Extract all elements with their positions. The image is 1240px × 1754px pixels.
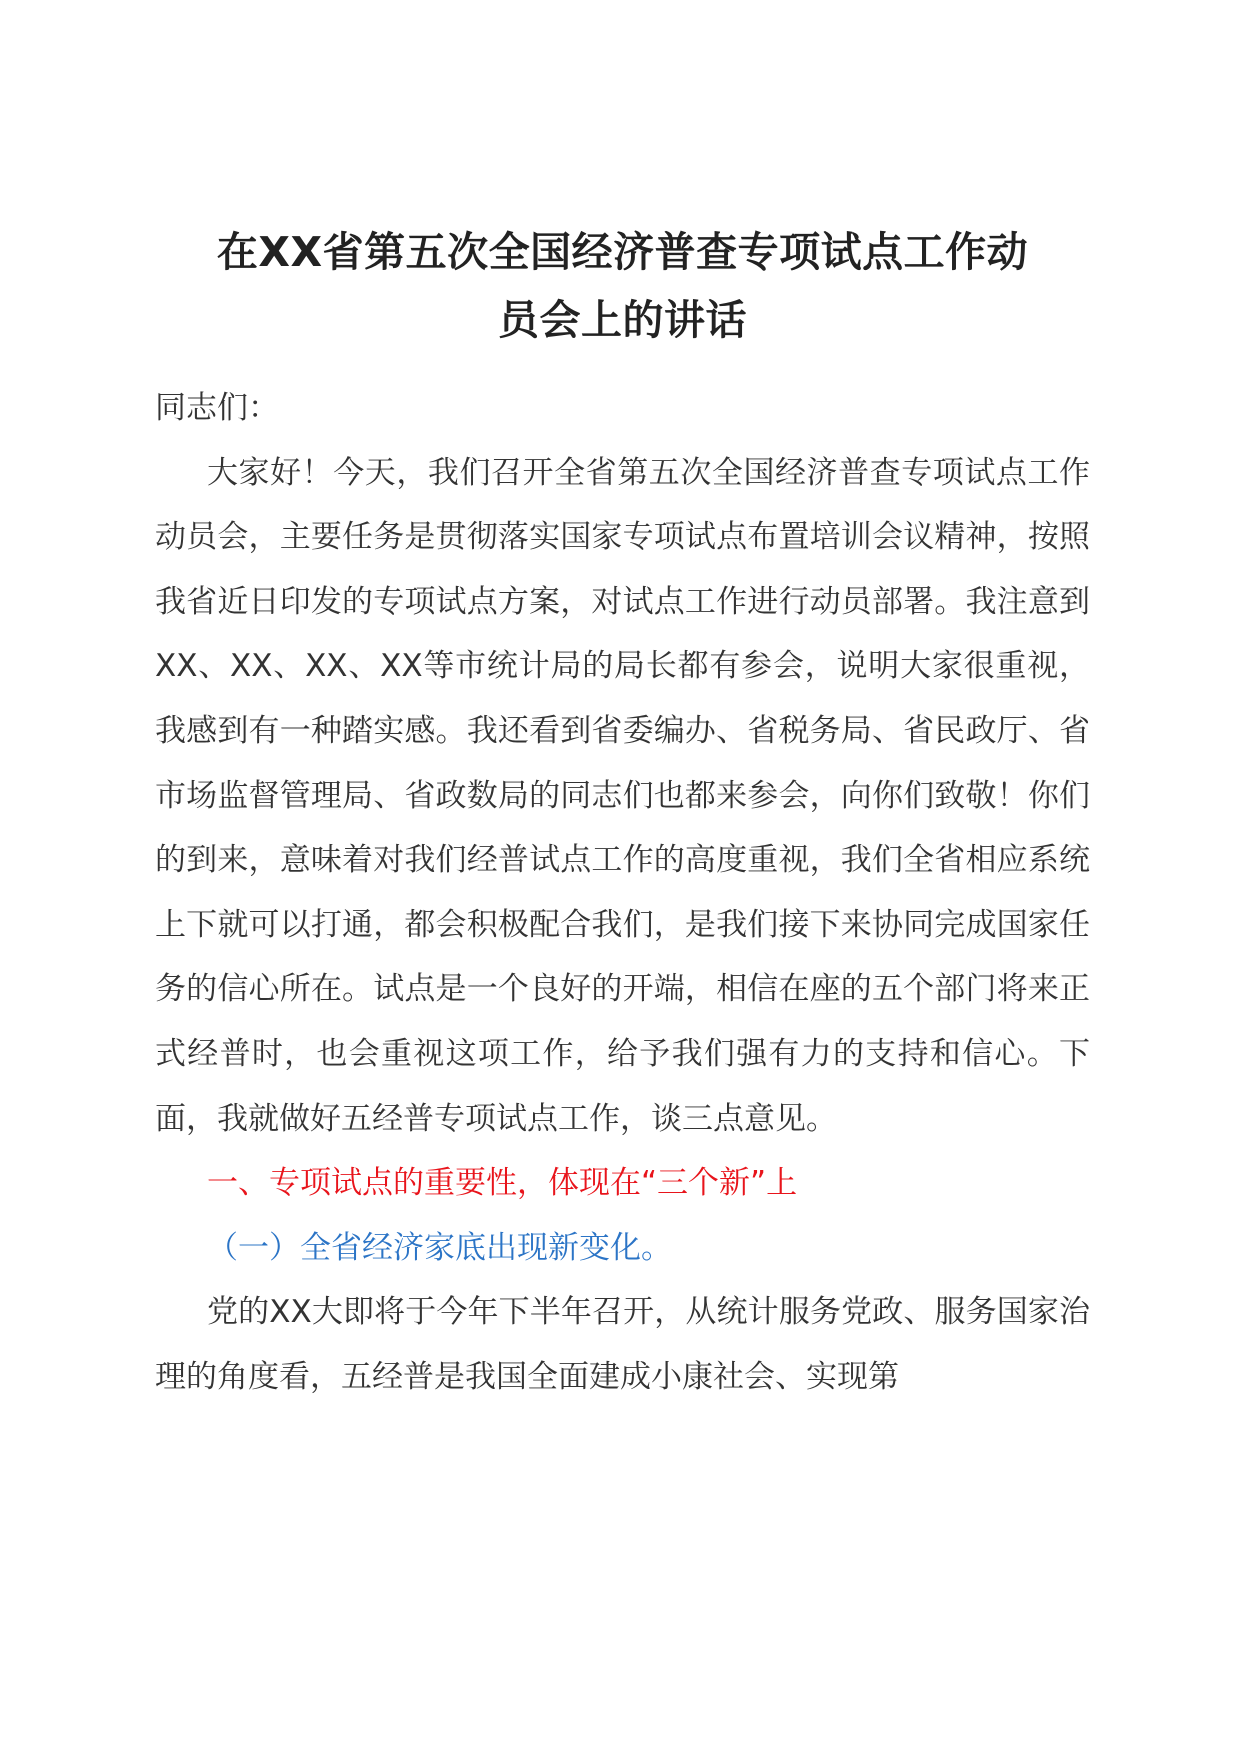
document-content bbox=[155, 218, 1090, 1410]
title-line-1: 在XX省第五次全国经济普查专项试点工作动 bbox=[216, 228, 1029, 276]
body-paragraph-2: 党的XX大即将于今年下半年召开，从统计服务党政、服务国家治理的角度看，五经普是我国全面建成小康社会、实现第 bbox=[155, 1294, 1090, 1395]
title-line-2: 员会上的讲话 bbox=[498, 296, 747, 344]
section-heading-1: 一、专项试点的重要性，体现在“三个新”上 bbox=[207, 1165, 798, 1202]
subsection-heading-1: （一）全省经济家底出现新变化。 bbox=[207, 1229, 672, 1266]
page-title bbox=[155, 218, 1090, 354]
salutation: 同志们： bbox=[155, 390, 279, 426]
opening-paragraph: 大家好！今天，我们召开全省第五次全国经济普查专项试点工作动员会，主要任务是贯彻落实国家专项试点布置培训会议精神，按照我省近日印发的专项试点方案，对试点工作进行动员部署。我注意到XX、XX、XX、XX等市统计局的局长都有参会，说明大家很重视，我感到有一种踏实感。我还看到省委编办、省税务局、省民政厅、省市场监督管理局、省政数局的同志们也都来参会，向你们致敬！你们的到来，意味着对我们经普试点工作的高度重视，我们全省相应系统上下就可以打通，都会积极配合我们，是我们接下来协同完成国家任务的信心所在。试点是一个良好的开端，相信在座的五个部门将来正式经普时，也会重视这项工作，给予我们强有力的支持和信心。下面，我就做好五经普专项试点工作，谈三点意见。 bbox=[155, 454, 1090, 1137]
